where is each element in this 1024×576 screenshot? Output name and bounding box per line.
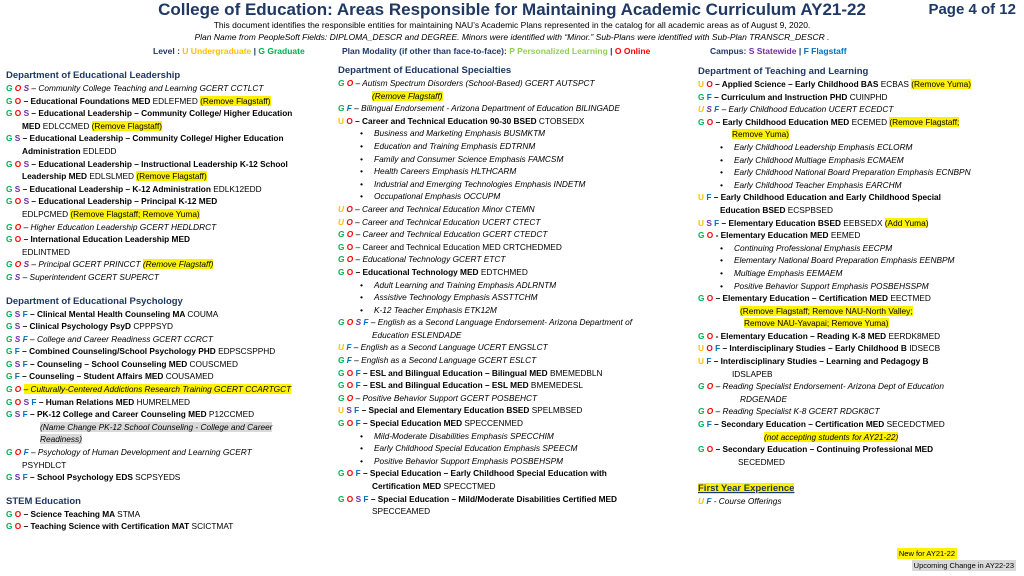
plan-item: G S – Educational Leadership – K-12 Administration EDLK12EDD xyxy=(6,183,262,194)
plan-item-cont: (not accepting students for AY21-22) xyxy=(764,431,899,442)
plan-item: U O – Career and Technical Education Minor CTEMN xyxy=(338,203,535,214)
description: This document identifies the responsible entities for maintaining NAU’s Academic Plans represented in the catalog for all academic areas as of August 9, 2020. xyxy=(213,20,811,30)
emphasis-item: • Early Childhood Leadership Emphasis ECLORM xyxy=(698,141,1018,154)
plan-item-cont: MED EDLCCMED (Remove Flagstaff) xyxy=(22,120,163,131)
plan-item: G O – Career and Technical Education MED CRTCHEDMED xyxy=(338,241,562,252)
plan-item-cont: Remove NAU-Yavapai; Remove Yuma) xyxy=(744,318,889,329)
emphasis-item: • Occupational Emphasis OCCUPM xyxy=(338,190,693,203)
emphasis-item: • Education and Training Emphasis EDTRNM xyxy=(338,140,693,153)
plan-item-cont: PSYHDLCT xyxy=(22,459,67,470)
column-middle xyxy=(338,66,693,518)
legend-modality: Plan Modality (if other than face-to-face): P Personalized Learning | O Online xyxy=(342,46,651,56)
plan-item-cont: (Remove Flagstaff; Remove NAU-North Valley; xyxy=(740,305,913,316)
dept-heading: Department of Teaching and Learning xyxy=(698,66,869,77)
emphasis-list xyxy=(698,242,1018,292)
dept-heading: Department of Educational Leadership xyxy=(6,70,181,81)
plan-item-cont: EDLINTMED xyxy=(22,246,70,257)
plan-item-cont: Leadership MED EDLSLMED (Remove Flagstaff) xyxy=(22,171,207,182)
page-title: College of Education: Areas Responsible for Maintaining Academic Curriculum AY21-22 xyxy=(158,0,866,19)
plan-item: G O – Reading Specialist Endorsement- Arizona Dept of Education xyxy=(698,381,945,392)
plan-item: G O S – Educational Leadership – Principal K-12 MED xyxy=(6,196,218,207)
plan-item: G O S – Educational Leadership – Instructional Leadership K-12 School xyxy=(6,158,288,169)
emphasis-item: • Early Childhood Teacher Emphasis EARCHM xyxy=(698,179,1018,192)
plan-item: G F – Bilingual Endorsement - Arizona Department of Education BILINGADE xyxy=(338,103,620,114)
plan-item: G O S – Educational Leadership – Community College/ Higher Education xyxy=(6,108,293,119)
emphasis-item: • Industrial and Emerging Technologies Emphasis INDETM xyxy=(338,178,693,191)
plan-item: G O F – Special Education MED SPECCENMED xyxy=(338,418,523,429)
plan-item: U O F – Interdisciplinary Studies – Early Childhood B IDSECB xyxy=(698,343,941,354)
emphasis-item: • Adult Learning and Training Emphasis ADLRNTM xyxy=(338,279,693,292)
plan-item: U O – Career and Technical Education UCERT CTECT xyxy=(338,216,541,227)
emphasis-item: • Health Careers Emphasis HLTHCARM xyxy=(338,165,693,178)
plan-item-cont: Readiness) xyxy=(40,434,82,445)
emphasis-item: • Continuing Professional Emphasis EECPM xyxy=(698,242,1018,255)
plan-item: G O F – ESL and Bilingual Education – Bilingual MED BMEMEDBLN xyxy=(338,367,603,378)
emphasis-list xyxy=(338,430,693,468)
plan-item: G F – Counseling – Student Affairs MED COUSAMED xyxy=(6,371,214,382)
emphasis-item: • Early Childhood National Board Preparation Emphasis ECNBPN xyxy=(698,166,1018,179)
plan-item: G O S F – Special Education – Mild/Moderate Disabilities Certified MED xyxy=(338,493,618,504)
plan-item: U S F – Early Childhood Education UCERT ECEDCT xyxy=(698,104,894,115)
plan-item-cont: (Remove Flagstaff) xyxy=(372,90,443,101)
plan-item: G O – Science Teaching MA STMA xyxy=(6,508,141,519)
emphasis-item: • K-12 Teacher Emphasis ETK12M xyxy=(338,304,693,317)
plan-item-cont: SECEDMED xyxy=(738,456,786,467)
plan-item: G O – Teaching Science with Certification MAT SCICTMAT xyxy=(6,521,234,532)
plan-item: G F – English as a Second Language GCERT ESLCT xyxy=(338,355,537,366)
plan-item: G O - Elementary Education MED EEMED xyxy=(698,230,861,241)
plan-item: G O – Educational Technology GCERT ETCT xyxy=(338,254,506,265)
plan-item: G O – Career and Technical Education GCERT CTEDCT xyxy=(338,229,548,240)
plan-item: G S – Clinical Psychology PsyD CPPPSYD xyxy=(6,321,173,332)
legend-new-note: New for AY21-22 xyxy=(898,549,955,558)
dept-heading: STEM Education xyxy=(6,495,81,507)
plan-item: G O – Educational Technology MED EDTCHMED xyxy=(338,266,528,277)
emphasis-list xyxy=(698,141,1018,191)
plan-item-cont: RDGENADE xyxy=(740,393,788,404)
column-right xyxy=(698,66,1018,508)
plan-item: G O S – Principal GCERT PRINCCT (Remove Flagstaff) xyxy=(6,259,214,270)
emphasis-item: • Positive Behavior Support Emphasis POSBEHSPM xyxy=(338,455,693,468)
legend-level: Level : U Undergraduate | G Graduate xyxy=(153,46,305,56)
plan-item: G F – Combined Counseling/School Psychology PHD EDPSCSPPHD xyxy=(6,346,276,357)
emphasis-list xyxy=(338,127,693,203)
plan-item: G O – Higher Education Leadership GCERT HEDLDRCT xyxy=(6,221,217,232)
emphasis-item: • Early Childhood Special Education Emphasis SPEECM xyxy=(338,442,693,455)
plan-item: G O S F – Human Relations MED HUMRELMED xyxy=(6,396,191,407)
plan-item-cont: (Name Change PK-12 School Counseling - College and Career xyxy=(40,421,273,432)
plan-item: G S F – School Psychology EDS SCPSYEDS xyxy=(6,472,181,483)
emphasis-item: • Elementary National Board Preparation Emphasis EENBPM xyxy=(698,254,1018,267)
page-number: Page 4 of 12 xyxy=(928,1,1016,18)
emphasis-item: • Multiage Emphasis EEMAEM xyxy=(698,267,1018,280)
plan-item: G O – International Education Leadership MED xyxy=(6,234,190,245)
plan-item-cont: IDSLAPEB xyxy=(732,368,773,379)
plan-item: U S F – Special and Elementary Education BSED SPELMBSED xyxy=(338,405,583,416)
plan-item: G S F – College and Career Readiness GCERT CCRCT xyxy=(6,333,213,344)
plan-name-note: Plan Name from PeopleSoft Fields: DIPLOMA_DESCR and DEGREE. Minors were identified with “Minor.” Sub-Plans were identified with Sub-Plan TRANSCR_DESCR . xyxy=(194,32,830,42)
emphasis-item: • Positive Behavior Support Emphasis POSBEHSSPM xyxy=(698,280,1018,293)
plan-item: G O – Autism Spectrum Disorders (School-Based) GCERT AUTSPCT xyxy=(338,78,595,88)
plan-item: G O – Educational Foundations MED EDLEFMED (Remove Flagstaff) xyxy=(6,95,271,106)
emphasis-item: • Mild-Moderate Disabilities Emphasis SPECCHIM xyxy=(338,430,693,443)
plan-item: U O – Applied Science – Early Childhood BAS ECBAS (Remove Yuma) xyxy=(698,79,971,89)
plan-item: G O – Early Childhood Education MED ECEMED (Remove Flagstaff; xyxy=(698,116,960,127)
plan-item: G O F – Psychology of Human Development and Learning GCERT xyxy=(6,447,252,458)
plan-item: G O S – Community College Teaching and Learning GCERT CCTLCT xyxy=(6,83,264,93)
plan-item: G O – Reading Specialist K-8 GCERT RDGK8CT xyxy=(698,406,880,417)
plan-item: G O – Elementary Education – Certification MED EECTMED xyxy=(698,293,931,304)
plan-item: U F – Interdisciplinary Studies – Learning and Pedagogy B xyxy=(698,356,929,367)
plan-item: U F – Early Childhood Education and Early Childhood Special xyxy=(698,192,941,203)
emphasis-item: • Assistive Technology Emphasis ASSTTCHM xyxy=(338,291,693,304)
legend-change-note: Upcoming Change in AY22-23 xyxy=(913,561,1014,570)
plan-item-cont: Administration EDLEDD xyxy=(22,145,117,156)
plan-item-cont: EDLPCMED (Remove Flagstaff; Remove Yuma) xyxy=(22,208,200,219)
dept-heading: Department of Educational Specialties xyxy=(338,65,512,76)
plan-item: G S F – Counseling – School Counseling MED COUSCMED xyxy=(6,358,238,369)
plan-item-cont: Remove Yuma) xyxy=(732,129,790,140)
plan-item: G S F – PK-12 College and Career Counseling MED P12CCMED xyxy=(6,409,255,420)
plan-item: G O - Elementary Education – Reading K-8 MED EERDK8MED xyxy=(698,330,941,341)
plan-item: G S – Superintendent GCERT SUPERCT xyxy=(6,271,159,282)
plan-item: U F - Course Offerings xyxy=(698,496,782,507)
legend-campus: Campus: S Statewide | F Flagstaff xyxy=(710,46,847,56)
plan-item-cont: SPECCEAMED xyxy=(372,506,431,517)
plan-item: G O S F – English as a Second Language Endorsement- Arizona Department of xyxy=(338,317,633,328)
dept-heading: Department of Educational Psychology xyxy=(6,295,183,307)
column-left xyxy=(6,66,328,533)
plan-item: G O F – Special Education – Early Childhood Special Education with xyxy=(338,468,607,479)
dept-heading: First Year Experience xyxy=(698,483,795,495)
plan-item: G O – Positive Behavior Support GCERT POSBEHCT xyxy=(338,392,538,403)
plan-item-cont: Education ESLENDADE xyxy=(372,329,462,340)
plan-item: G S – Educational Leadership – Community College/ Higher Education xyxy=(6,133,284,144)
plan-item: G O – Secondary Education – Continuing Professional MED xyxy=(698,444,934,455)
plan-item-cont: Education BSED ECSPBSED xyxy=(720,204,833,215)
emphasis-item: • Family and Consumer Science Emphasis FAMCSM xyxy=(338,153,693,166)
emphasis-list xyxy=(338,279,693,317)
plan-item-cont: Certification MED SPECCTMED xyxy=(372,481,496,491)
plan-item: G F – Secondary Education – Certification MED SECEDCTMED xyxy=(698,419,945,430)
plan-item: G O F – ESL and Bilingual Education – ESL MED BMEMEDESL xyxy=(338,380,584,391)
plan-item: U O – Career and Technical Education 90-30 BSED CTOBSEDX xyxy=(338,115,585,126)
emphasis-item: • Business and Marketing Emphasis BUSMKTM xyxy=(338,127,693,140)
plan-item: G S F – Clinical Mental Health Counseling MA COUMA xyxy=(6,308,219,319)
plan-item: G O – Culturally-Centered Addictions Research Training GCERT CCARTGCT xyxy=(6,384,292,395)
plan-item: U S F – Elementary Education BSED EEBSEDX (Add Yuma) xyxy=(698,217,929,228)
plan-item: G F – Curriculum and Instruction PHD CUINPHD xyxy=(698,91,888,102)
plan-item: U F – English as a Second Language UCERT ENGSLCT xyxy=(338,342,548,353)
emphasis-item: • Early Childhood Multiage Emphasis ECMAEM xyxy=(698,154,1018,167)
